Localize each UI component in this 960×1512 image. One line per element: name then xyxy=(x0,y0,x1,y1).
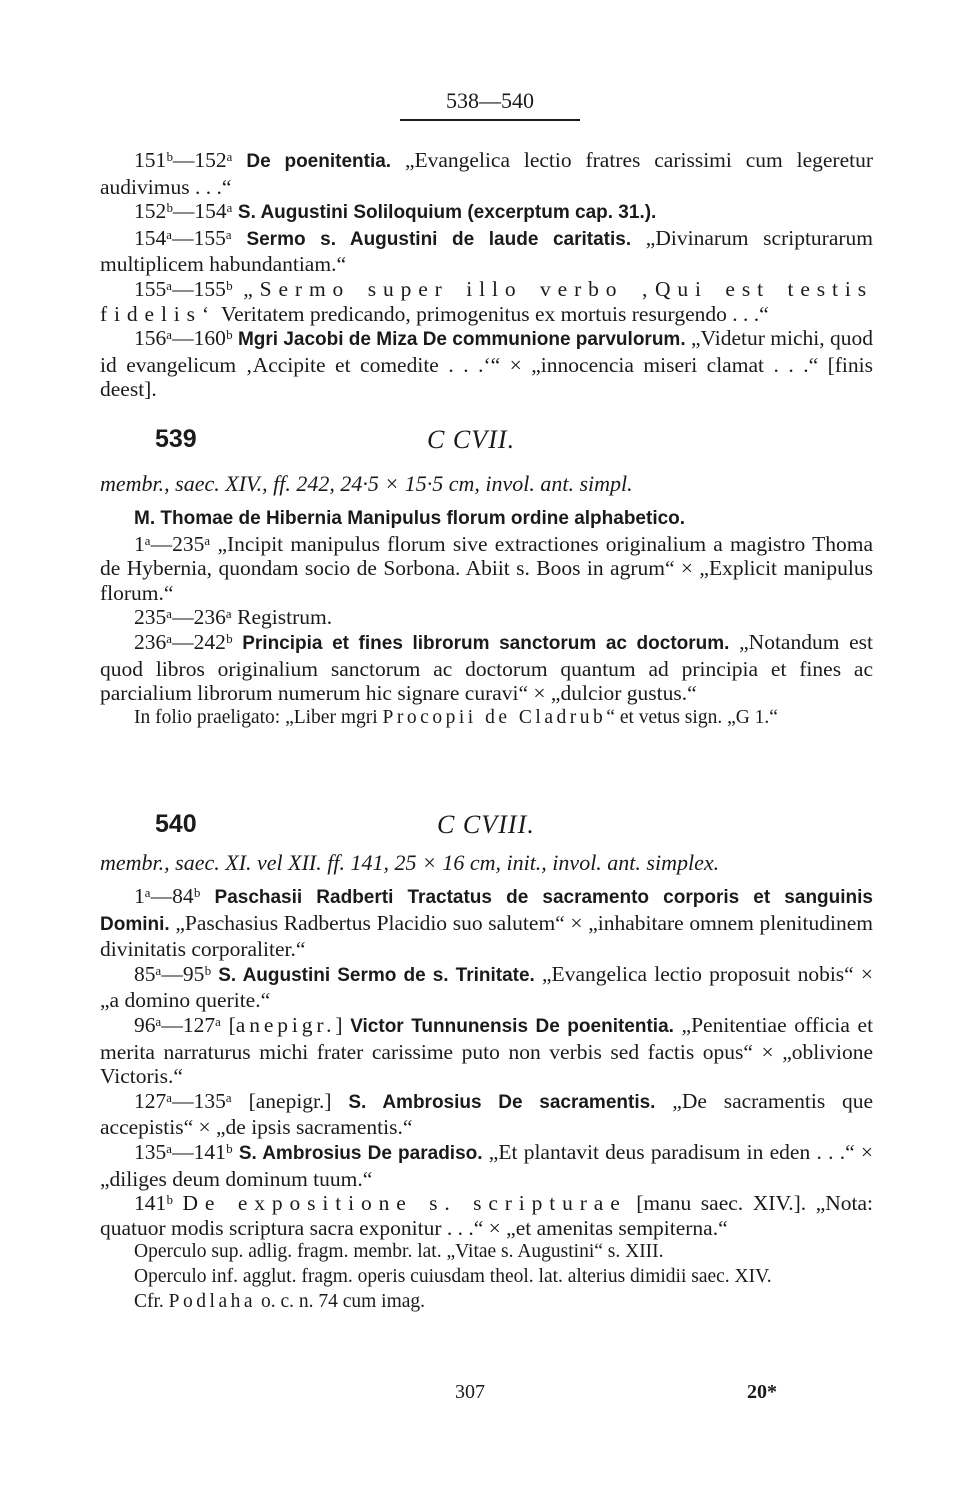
entry-spaced-title: De expositione s. scripturae xyxy=(182,1191,627,1216)
entry-incipit: „Notandum est quod libros originalium sanctorum ac doctorum quantum ad principia et fines ac parcialium librorum numerum hic signare curavi“ × „dulcior gustus.“ xyxy=(100,629,874,706)
content-entry xyxy=(100,605,873,630)
entry-title: S. Ambrosius De sacramentis. xyxy=(348,1091,656,1113)
content-entry xyxy=(100,1140,873,1191)
provenance-note: In folio praeligato: „Liber mgri Procopii de Cladrub“ et vetus sign. „G 1.“ xyxy=(134,706,778,728)
content-entry xyxy=(100,226,873,277)
folio-range: 236ᵃ—242ᵇ xyxy=(134,629,233,654)
manuscript-539-contents xyxy=(100,505,873,730)
folio-range: 135ᵃ—141ᵇ xyxy=(134,1139,233,1164)
entry-incipit: „Evangelica lectio proposuit nobis“ × „a domino querite.“ xyxy=(100,961,874,1013)
binding-note: Operculo inf. agglut. fragm. operis cuiusdam theol. lat. alterius dimidii saec. XIV. xyxy=(134,1265,772,1287)
content-entry xyxy=(100,532,873,606)
author-name: Podlaha xyxy=(168,1290,257,1312)
content-entry xyxy=(100,1089,873,1140)
manuscript-540-contents xyxy=(100,884,873,1314)
page-number: 307 xyxy=(455,1381,485,1403)
manuscript-shelfmark: C CVIII. xyxy=(437,810,535,839)
entry-incipit: „Penitentiae officia et merita narraturus michi frater carissime puto non verbis sed factis opus“ × „oblivione Victoris.“ xyxy=(100,1012,874,1089)
folio-range: 156ᵃ—160ᵇ xyxy=(134,326,233,351)
entry-incipit: Veritatem predicando, primogenitus ex mortuis resurgendo . . .“ xyxy=(220,301,769,326)
folio-range: 1ᵃ—84ᵇ xyxy=(134,884,201,908)
content-entry xyxy=(100,630,873,706)
entry-title: Principia et fines librorum sanctorum ac doctorum. xyxy=(242,632,730,654)
folio-range: 151ᵇ—152ᵃ xyxy=(134,148,233,172)
entry-title: Sermo s. Augustini de laude caritatis. xyxy=(246,228,632,250)
manuscript-shelfmark: C CVII. xyxy=(427,425,516,454)
manuscript-number: 539 xyxy=(155,425,197,453)
content-entry xyxy=(100,199,873,226)
entry-incipit: „De sacramentis que accepistis“ × „de ipsis sacramentis.“ xyxy=(100,1088,874,1140)
manuscript-number: 540 xyxy=(155,810,197,838)
entry-incipit: „Videtur michi, quod id evangelicum ‚Accipite et comedite . . .‘“ × „innocencia miseri clamat . . .“ [finis deest]. xyxy=(100,326,874,402)
entry-title: Paschasii Radberti Tractatus de sacramento corporis et sanguinis Domini. xyxy=(100,887,873,935)
entry-538-continuation xyxy=(100,148,873,402)
entry-title: Mgri Jacobi de Miza De communione parvulorum. xyxy=(237,329,686,351)
binding-note: Operculo sup. adlig. fragm. membr. lat. „Vitae s. Augustini“ s. XIII. xyxy=(134,1241,664,1263)
work-title: M. Thomae de Hibernia Manipulus florum ordine alphabetico. xyxy=(134,508,686,529)
entry-incipit: [manu saec. XIV.]. „Nota: quatuor modis scriptura sacra exponitur . . .“ × „et amenitas sempiterna.“ xyxy=(100,1191,874,1240)
reference-note: Cfr. Podlaha o. c. n. 74 cum imag. xyxy=(134,1290,426,1312)
entry-incipit: „Evangelica lectio fratres carissimi cum legeretur audivimus . . .“ xyxy=(100,148,874,199)
folio-range: 85ᵃ—95ᵇ xyxy=(134,961,212,986)
content-entry: 96ᵃ—127ᵃ [anepigr.] Victor Tunnunensis De poenitentia. „Penitentiae officia et merita narraturus michi frater carissime puto non verbis sed factis opus“ × „oblivione Victoris.“ xyxy=(100,1012,874,1089)
header-rule xyxy=(400,119,580,121)
entry-incipit: „Paschasius Radbertus Placidio suo salutem“ × „inhabitare omnem plenitudinem divinitatis corporaliter.“ xyxy=(100,910,873,962)
content-entry xyxy=(100,326,873,402)
entry-title: S. Ambrosius De paradiso. xyxy=(238,1142,483,1164)
manuscript-description: membr., saec. XIV., ff. 242, 24·5 × 15·5 cm, invol. ant. simpl. xyxy=(100,471,633,496)
entry-title: S. Augustini Sermo de s. Trinitate. xyxy=(218,964,535,986)
content-entry xyxy=(100,148,873,199)
content-entry xyxy=(100,884,873,962)
anepigraph-mark: [anepigr.] xyxy=(248,1088,332,1113)
running-header: 538—540 xyxy=(446,88,534,113)
folio-range: 96ᵃ—127ᵃ xyxy=(134,1012,222,1037)
entry-title: De poenitentia. xyxy=(246,151,392,172)
anepigraph-mark: anepigr. xyxy=(235,1012,336,1037)
entry-spaced-title: „Sermo super illo verbo ‚Qui est testis fidelis‘ xyxy=(100,276,873,326)
signature-mark: 20* xyxy=(747,1381,777,1403)
entry-incipit: „Et plantavit deus paradisum in eden . . .“ × „diliges deum dominum tuum.“ xyxy=(100,1139,874,1191)
entry-title: S. Augustini Soliloquium (excerptum cap. 31.). xyxy=(237,202,657,224)
entry-incipit: „Incipit manipulus florum sive extractiones originalium a magistro Thoma de Hybernia, quondam socio de Sorbona. Abiit s. Boos in agrum“ × „Explicit manipulus florum.“ xyxy=(100,531,874,605)
folio-range: 235ᵃ—236ᵃ xyxy=(134,605,232,630)
folio-range: 155ᵃ—155ᵇ xyxy=(134,276,233,301)
entry-incipit: „Divinarum scripturarum multiplicem habundantiam.“ xyxy=(100,225,874,277)
manuscript-description: membr., saec. XI. vel XII. ff. 141, 25 × 16 cm, init., invol. ant. simplex. xyxy=(100,850,720,875)
entry-title: Victor Tunnunensis De poenitentia. xyxy=(350,1015,674,1037)
manuscript-title xyxy=(100,505,873,532)
entry-incipit: Registrum. xyxy=(237,605,333,630)
content-entry xyxy=(100,962,873,1013)
folio-range: 152ᵇ—154ᵃ xyxy=(134,199,233,224)
content-entry xyxy=(100,277,873,326)
folio-range: 1ᵃ—235ᵃ xyxy=(134,531,211,556)
folio-range: 127ᵃ—135ᵃ xyxy=(134,1088,232,1113)
owner-name: Procopii de Cladrub xyxy=(382,706,607,728)
folio-range: 141ᵇ xyxy=(134,1191,173,1216)
folio-range: 154ᵃ—155ᵃ xyxy=(134,225,232,250)
content-entry xyxy=(100,1191,873,1240)
